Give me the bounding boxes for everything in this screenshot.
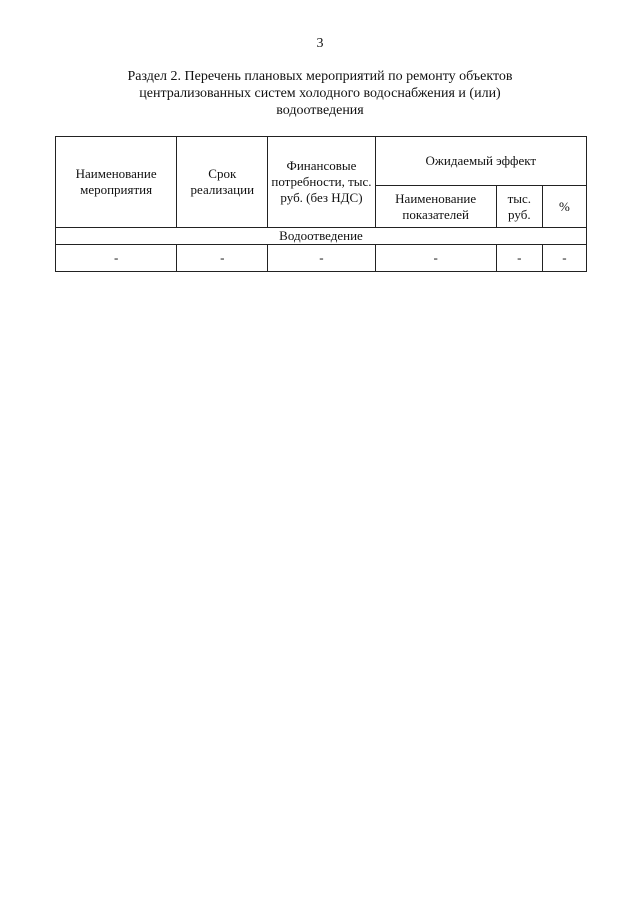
cell-percent: -	[542, 245, 586, 272]
section-title	[70, 68, 570, 119]
measures-table	[55, 136, 587, 272]
header-finance: Финансовые потребности, тыс. руб. (без НДС)	[268, 137, 375, 228]
title-line-3: водоотведения	[276, 103, 364, 118]
header-term: Срок реализации	[177, 137, 268, 228]
section-row	[56, 228, 587, 245]
header-thousand-rub: тыс. руб.	[496, 186, 542, 228]
table-row	[56, 245, 587, 272]
header-percent: %	[542, 186, 586, 228]
header-measure-name: Наименование мероприятия	[56, 137, 177, 228]
header-row-1	[56, 137, 587, 186]
cell-term: -	[177, 245, 268, 272]
title-line-2: централизованных систем холодного водоснабжения и (или)	[139, 86, 501, 101]
header-expected-effect: Ожидаемый эффект	[375, 137, 586, 186]
cell-thousand-rub: -	[496, 245, 542, 272]
page-number: 3	[316, 36, 324, 51]
cell-measure-name: -	[56, 245, 177, 272]
section-label: Водоотведение	[56, 228, 587, 245]
cell-finance: -	[268, 245, 375, 272]
cell-indicator-name: -	[375, 245, 496, 272]
header-indicator-name: Наименование показателей	[375, 186, 496, 228]
title-line-1: Раздел 2. Перечень плановых мероприятий по ремонту объектов	[127, 69, 513, 84]
